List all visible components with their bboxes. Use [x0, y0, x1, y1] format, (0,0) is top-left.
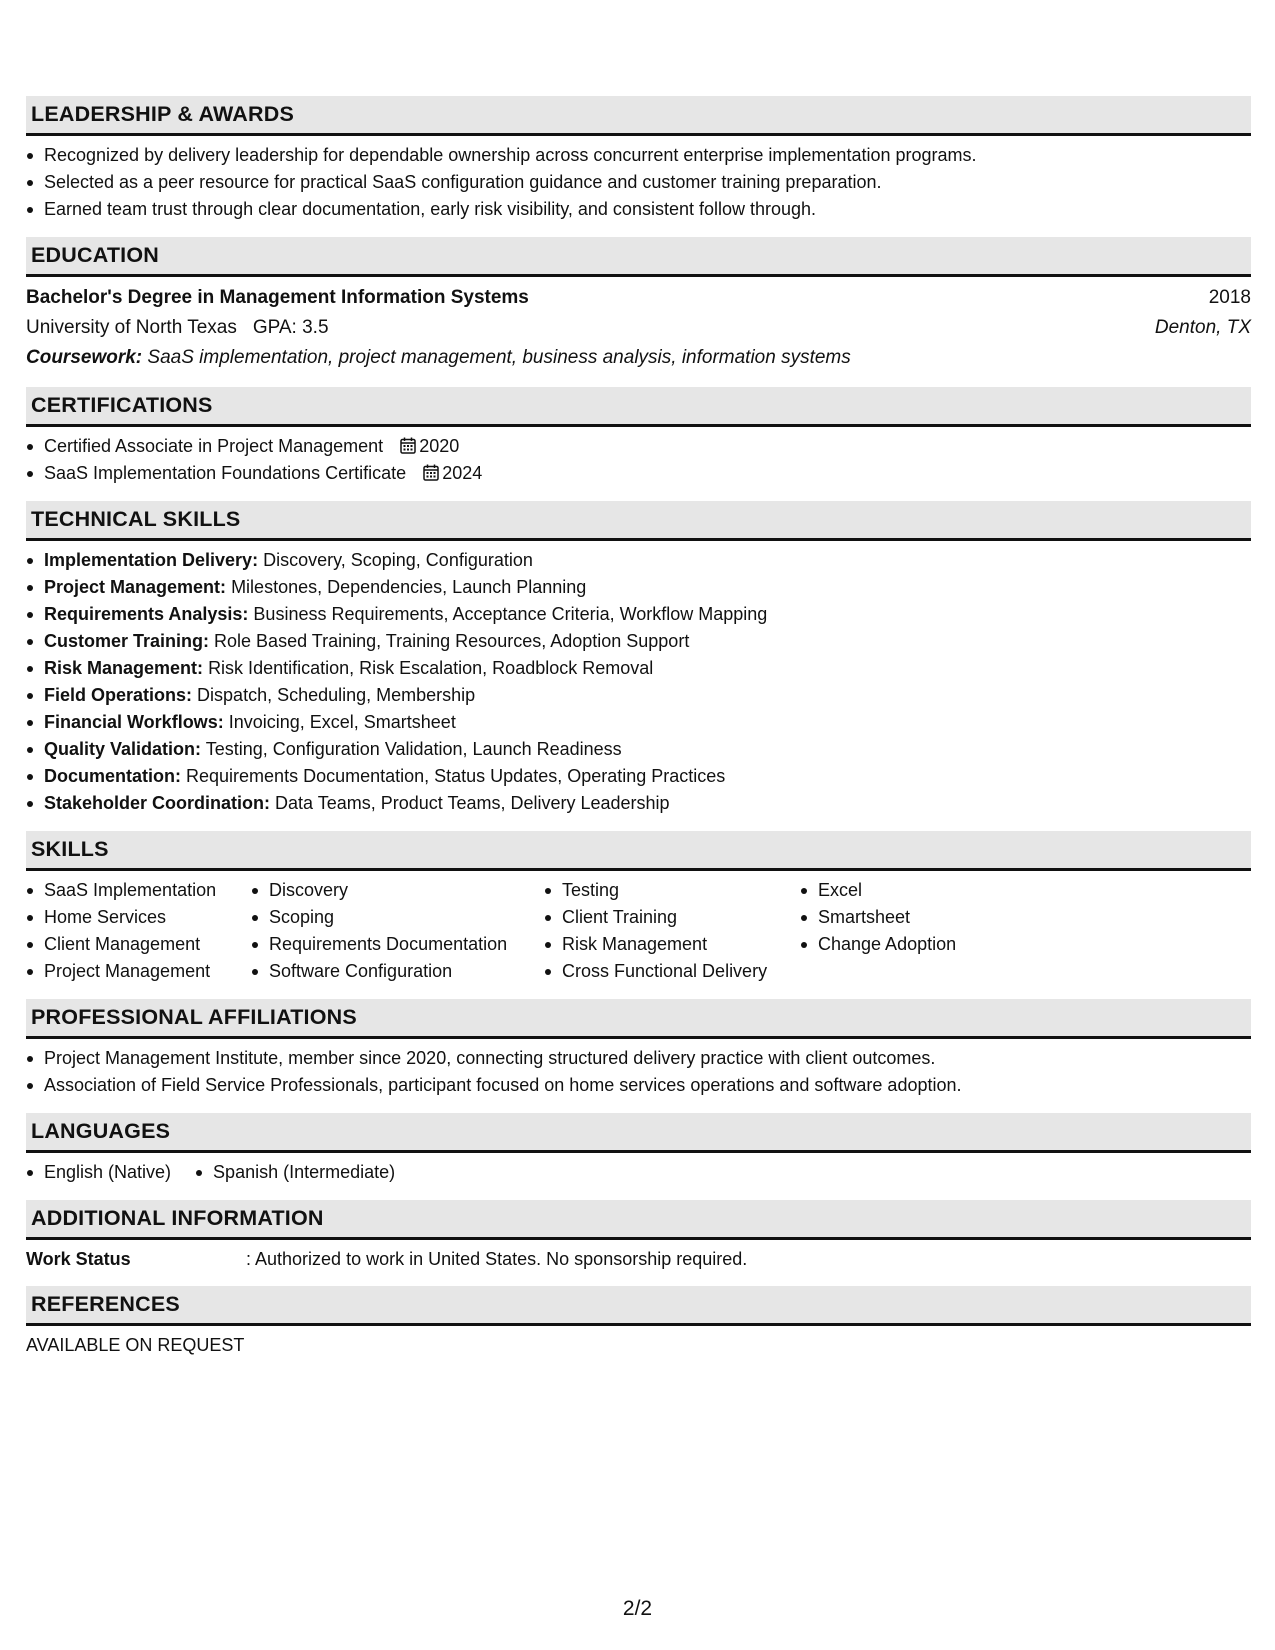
skills-section: [26, 831, 1251, 985]
skill-values: Data Teams, Product Teams, Delivery Leadership: [275, 793, 670, 813]
skill-category: Risk Management:: [44, 658, 204, 678]
skill-values: Business Requirements, Acceptance Criteria, Workflow Mapping: [253, 604, 768, 624]
languages-heading: LANGUAGES: [26, 1113, 1251, 1153]
affiliations-list: [26, 1045, 1251, 1099]
skill-category: Stakeholder Coordination:: [44, 793, 271, 813]
references-text: AVAILABLE ON REQUEST: [26, 1335, 245, 1355]
skill-values: Discovery, Scoping, Configuration: [263, 550, 533, 570]
language-item: English (Native): [26, 1159, 171, 1186]
affiliations-heading: PROFESSIONAL AFFILIATIONS: [26, 999, 1251, 1039]
skill-item: Requirements Documentation: [251, 931, 544, 958]
certifications-heading: CERTIFICATIONS: [26, 387, 1251, 427]
resume-page: [26, 96, 1251, 1372]
calendar-icon: [400, 437, 416, 454]
references-heading: REFERENCES: [26, 1286, 1251, 1326]
school-info: [26, 313, 329, 343]
technical-skill-item: [26, 547, 1251, 574]
education-school-row: [26, 313, 1251, 343]
skill-values: Dispatch, Scheduling, Membership: [197, 685, 476, 705]
work-status-label: Work Status: [26, 1249, 131, 1269]
skill-category: Quality Validation:: [44, 739, 202, 759]
technical-skill-item: [26, 763, 1251, 790]
certification-name: SaaS Implementation Foundations Certificate: [44, 463, 407, 483]
work-status-row: [26, 1246, 1251, 1272]
skill-item: Client Management: [26, 931, 251, 958]
skill-values: Role Based Training, Training Resources, Adoption Support: [214, 631, 690, 651]
certification-name: Certified Associate in Project Management: [44, 436, 384, 456]
school-name: University of North Texas: [26, 317, 237, 338]
technical-skill-item: [26, 574, 1251, 601]
page-number: 2/2: [622, 1597, 653, 1620]
skill-category: Customer Training:: [44, 631, 210, 651]
technical-skill-item: [26, 601, 1251, 628]
skills-grid: [26, 877, 1251, 985]
skills-column: [800, 877, 1000, 985]
skill-category: Documentation:: [44, 766, 181, 786]
skills-column: [544, 877, 800, 985]
technical-skill-item: [26, 628, 1251, 655]
degree-title: Bachelor's Degree in Management Information Systems: [26, 287, 529, 308]
technical-skills-list: [26, 547, 1251, 817]
skill-item: Excel: [800, 877, 1000, 904]
certification-item: [26, 460, 1251, 487]
list-item: Association of Field Service Professionals, participant focused on home services operations and software adoption.: [26, 1072, 1251, 1099]
skills-column: [26, 877, 251, 985]
skill-item: Scoping: [251, 904, 544, 931]
degree-year: 2018: [1208, 287, 1251, 308]
coursework-text: SaaS implementation, project management, business analysis, information systems: [147, 347, 851, 368]
leadership-list: [26, 142, 1251, 223]
list-item: Project Management Institute, member since 2020, connecting structured delivery practice with client outcomes.: [26, 1045, 1251, 1072]
skill-item: Client Training: [544, 904, 800, 931]
skill-item: Software Configuration: [251, 958, 544, 985]
affiliations-section: [26, 999, 1251, 1099]
list-item: Selected as a peer resource for practical SaaS configuration guidance and customer training preparation.: [26, 169, 1251, 196]
list-item: Recognized by delivery leadership for dependable ownership across concurrent enterprise implementation programs.: [26, 142, 1251, 169]
technical-skill-item: [26, 736, 1251, 763]
skills-heading: SKILLS: [26, 831, 1251, 871]
skills-column: [251, 877, 544, 985]
education-section: [26, 237, 1251, 373]
additional-info-section: [26, 1200, 1251, 1272]
skill-item: Risk Management: [544, 931, 800, 958]
skill-item: SaaS Implementation: [26, 877, 251, 904]
skill-category: Implementation Delivery:: [44, 550, 259, 570]
skill-item: Testing: [544, 877, 800, 904]
coursework: [26, 343, 1251, 373]
technical-skill-item: [26, 655, 1251, 682]
list-item: Earned team trust through clear documentation, early risk visibility, and consistent follow through.: [26, 196, 1251, 223]
skill-item: Cross Functional Delivery: [544, 958, 800, 985]
technical-skill-item: [26, 682, 1251, 709]
languages-list: [26, 1159, 1251, 1186]
school-location: Denton, TX: [1154, 317, 1251, 338]
skill-item: Smartsheet: [800, 904, 1000, 931]
certification-year: 2020: [419, 436, 460, 456]
certifications-section: [26, 387, 1251, 487]
skill-item: Discovery: [251, 877, 544, 904]
additional-info-heading: ADDITIONAL INFORMATION: [26, 1200, 1251, 1240]
skill-category: Financial Workflows:: [44, 712, 224, 732]
skill-item: Home Services: [26, 904, 251, 931]
language-item: Spanish (Intermediate): [195, 1159, 395, 1186]
technical-skills-section: [26, 501, 1251, 817]
leadership-heading: LEADERSHIP & AWARDS: [26, 96, 1251, 136]
skill-values: Invoicing, Excel, Smartsheet: [228, 712, 456, 732]
skill-values: Requirements Documentation, Status Updates, Operating Practices: [186, 766, 726, 786]
work-status-value: : Authorized to work in United States. No sponsorship required.: [246, 1249, 748, 1269]
technical-skills-heading: TECHNICAL SKILLS: [26, 501, 1251, 541]
technical-skill-item: [26, 790, 1251, 817]
education-heading: EDUCATION: [26, 237, 1251, 277]
skill-values: Risk Identification, Risk Escalation, Roadblock Removal: [208, 658, 654, 678]
calendar-icon: [423, 464, 439, 481]
certifications-list: [26, 433, 1251, 487]
skill-values: Milestones, Dependencies, Launch Planning: [231, 577, 587, 597]
skill-category: Project Management:: [44, 577, 227, 597]
technical-skill-item: [26, 709, 1251, 736]
leadership-section: [26, 96, 1251, 223]
languages-section: [26, 1113, 1251, 1186]
certification-year: 2024: [442, 463, 483, 483]
skill-item: Project Management: [26, 958, 251, 985]
certification-item: [26, 433, 1251, 460]
education-degree-row: [26, 283, 1251, 313]
coursework-label: Coursework:: [26, 347, 143, 368]
skill-values: Testing, Configuration Validation, Launch Readiness: [205, 739, 622, 759]
gpa: GPA: 3.5: [252, 317, 329, 338]
skill-category: Requirements Analysis:: [44, 604, 249, 624]
skill-category: Field Operations:: [44, 685, 193, 705]
skill-item: Change Adoption: [800, 931, 1000, 958]
references-section: [26, 1286, 1251, 1358]
